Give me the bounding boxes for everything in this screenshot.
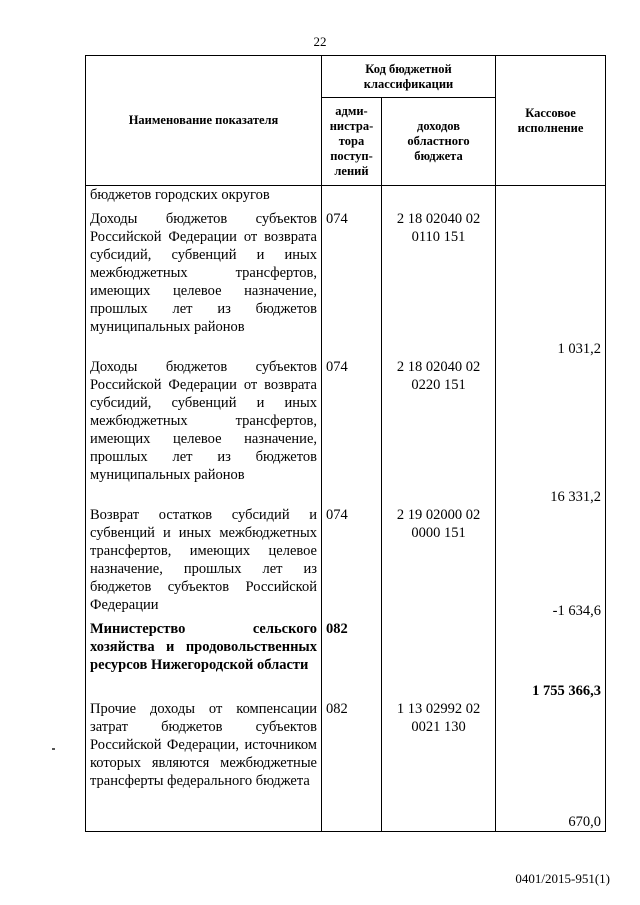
row-amount: 1 755 366,3	[496, 620, 606, 700]
row-amount: 1 031,2	[496, 210, 606, 358]
table-row	[86, 506, 606, 620]
row-name: Министерство сельского хозяйства и продовольственных ресурсов Нижегородской области	[86, 620, 322, 700]
row-revenue-code: 2 18 02040 02 0220 151	[382, 358, 496, 506]
row-name: Прочие доходы от компенсации затрат бюджетов субъектов Российской Федерации, источником которых являются межбюджетные трансферты федерального бюджета	[86, 700, 322, 832]
row-administrator-code: 074	[322, 358, 382, 506]
table-row	[86, 700, 606, 832]
row-revenue-code	[382, 186, 496, 210]
row-amount: 16 331,2	[496, 358, 606, 506]
header-revenue: доходов областного бюджета	[382, 98, 496, 186]
row-name: бюджетов городских округов	[86, 186, 322, 210]
row-revenue-code: 2 19 02000 02 0000 151	[382, 506, 496, 620]
page-number: 22	[313, 34, 327, 49]
row-name: Доходы бюджетов субъектов Российской Федерации от возврата субсидий, субвенций и иных межбюджетных трансфертов, имеющих целевое назначение, прошлых лет из бюджетов муниципальных районов	[86, 358, 322, 506]
budget-table	[85, 55, 606, 832]
table-row	[86, 210, 606, 358]
row-amount: 670,0	[496, 700, 606, 832]
row-name: Доходы бюджетов субъектов Российской Федерации от возврата субсидий, субвенций и иных межбюджетных трансфертов, имеющих целевое назначение, прошлых лет из бюджетов муниципальных районов	[86, 210, 322, 358]
row-name: Возврат остатков субсидий и субвенций и иных межбюджетных трансфертов, имеющих целевое назначение, прошлых лет из бюджетов субъектов Российской Федерации	[86, 506, 322, 620]
table-row	[86, 186, 606, 210]
header-administrator: адми-нистра-тора поступ-лений	[322, 98, 382, 186]
row-administrator-code: 074	[322, 506, 382, 620]
table-row	[86, 358, 606, 506]
header-name: Наименование показателя	[86, 56, 322, 186]
table-row	[86, 620, 606, 700]
document-code: 0401/2015-951(1)	[515, 871, 610, 886]
header-code-group: Код бюджетной классификации	[322, 56, 496, 98]
row-revenue-code: 2 18 02040 02 0110 151	[382, 210, 496, 358]
row-administrator-code: 082	[322, 620, 382, 700]
scan-speck	[52, 748, 55, 750]
row-administrator-code: 074	[322, 210, 382, 358]
row-revenue-code: 1 13 02992 02 0021 130	[382, 700, 496, 832]
row-amount	[496, 186, 606, 210]
row-administrator-code	[322, 186, 382, 210]
row-administrator-code: 082	[322, 700, 382, 832]
row-amount: -1 634,6	[496, 506, 606, 620]
row-revenue-code	[382, 620, 496, 700]
header-amount: Кассовое исполнение	[496, 56, 606, 186]
